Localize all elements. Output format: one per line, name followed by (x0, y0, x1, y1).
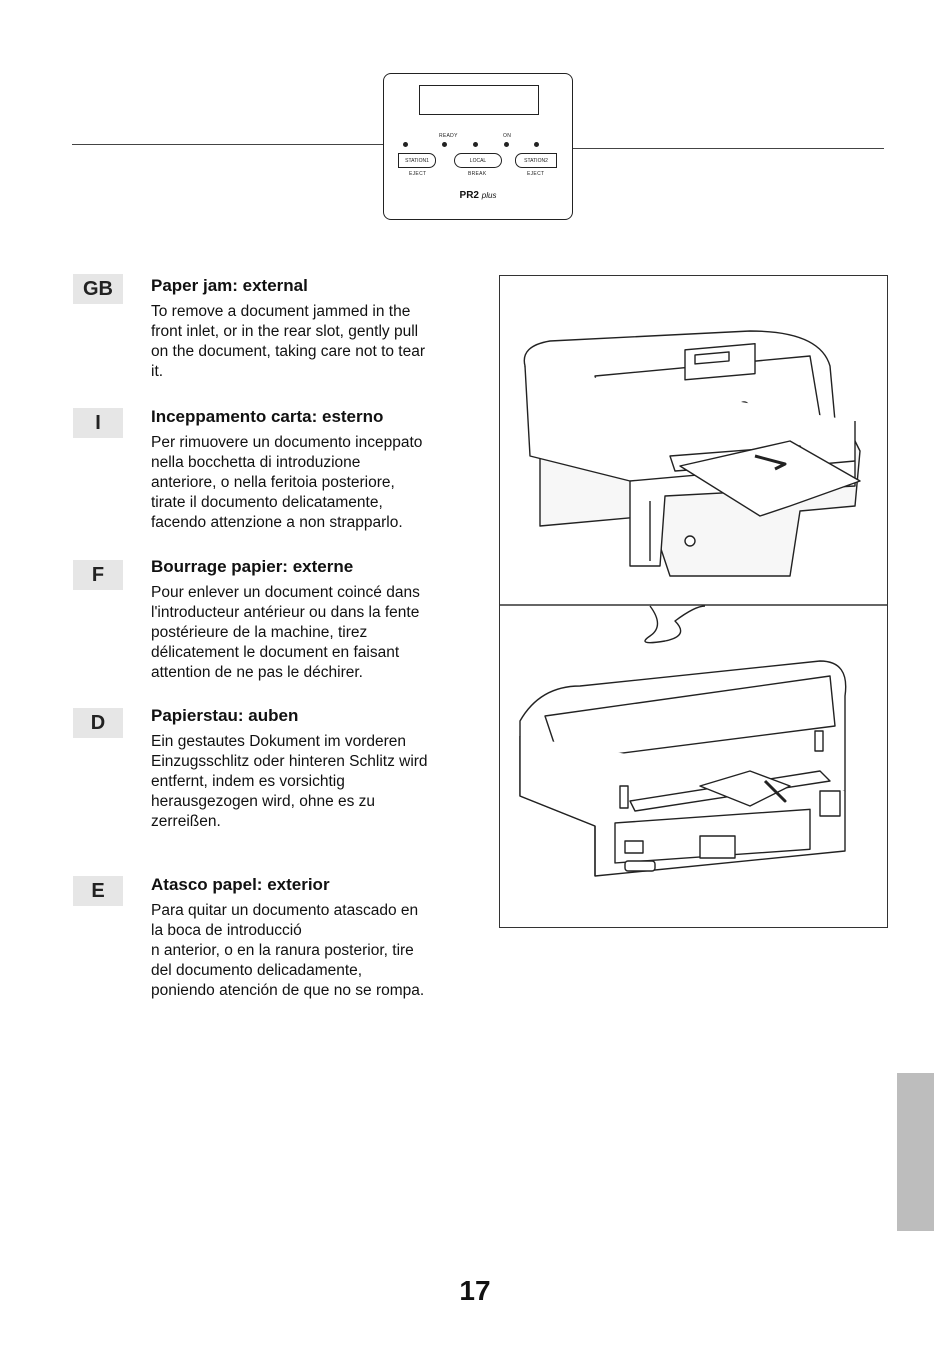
language-badge-e: E (73, 876, 123, 906)
eject-right-label: EJECT (527, 171, 545, 177)
led-indicator (504, 142, 509, 147)
language-badge-gb: GB (73, 274, 123, 304)
page-number: 17 (459, 1275, 491, 1306)
eject-left-label: EJECT (409, 171, 427, 177)
printer-drawing (500, 276, 887, 927)
section-f (151, 557, 486, 683)
language-badge-d: D (73, 708, 123, 738)
break-label: BREAK (468, 171, 487, 177)
printer-illustration (499, 275, 888, 928)
model-name: PR2 plus (459, 190, 497, 201)
language-badge-f: F (73, 560, 123, 590)
section-body: Ein gestautes Dokument im vorderen Einzugsschlitz oder hinteren Schlitz wird entfernt, indem es vorsichtig herausgezogen wird, ohne es zu zerreißen. (151, 733, 428, 830)
led-indicator (534, 142, 539, 147)
led-indicator (442, 142, 447, 147)
on-label: ON (503, 133, 512, 139)
section-title: Papierstau: auben (151, 706, 299, 725)
header-rule-right (572, 148, 884, 149)
section-e (151, 875, 486, 1001)
lcd-display (419, 85, 539, 115)
section-body: To remove a document jammed in the front inlet, or in the rear slot, gently pull on the document, taking care not to tear it. (151, 303, 426, 380)
language-badge-i: I (73, 408, 123, 438)
led-indicator (473, 142, 478, 147)
section-gb (151, 276, 486, 382)
section-d (151, 706, 486, 832)
printer-front-view (524, 331, 860, 576)
station1-key: STATION1 (398, 153, 436, 168)
section-body: Para quitar un documento atascado en la boca de introducció n anterior, o en la ranura posterior, tire del documento delicadamente, poniendo atención de que no se rompa. (151, 902, 425, 999)
section-title: Bourrage papier: externe (151, 557, 354, 576)
section-body: Pour enlever un document coincé dans l'introducteur antérieur ou dans la fente postérieure de la machine, tirez délicatement le document en faisant attention de ne pas le déchirer. (151, 584, 420, 681)
printer-control-panel (383, 73, 573, 220)
ready-label: READY (439, 133, 458, 139)
printer-rear-view (520, 606, 846, 876)
section-i (151, 407, 486, 533)
led-indicator (403, 142, 408, 147)
side-index-tab (897, 1073, 934, 1231)
section-title: Paper jam: external (151, 276, 308, 295)
local-key: LOCAL (454, 153, 502, 168)
section-body: Per rimuovere un documento inceppato nella bocchetta di introduzione anteriore, o nella feritoia posteriore, tirate il documento delicatamente, facendo attenzione a non strapparlo. (151, 434, 423, 531)
section-title: Atasco papel: exterior (151, 875, 330, 894)
section-title: Inceppamento carta: esterno (151, 407, 384, 426)
station2-key: STATION2 (515, 153, 557, 168)
header-rule-left (72, 144, 384, 145)
